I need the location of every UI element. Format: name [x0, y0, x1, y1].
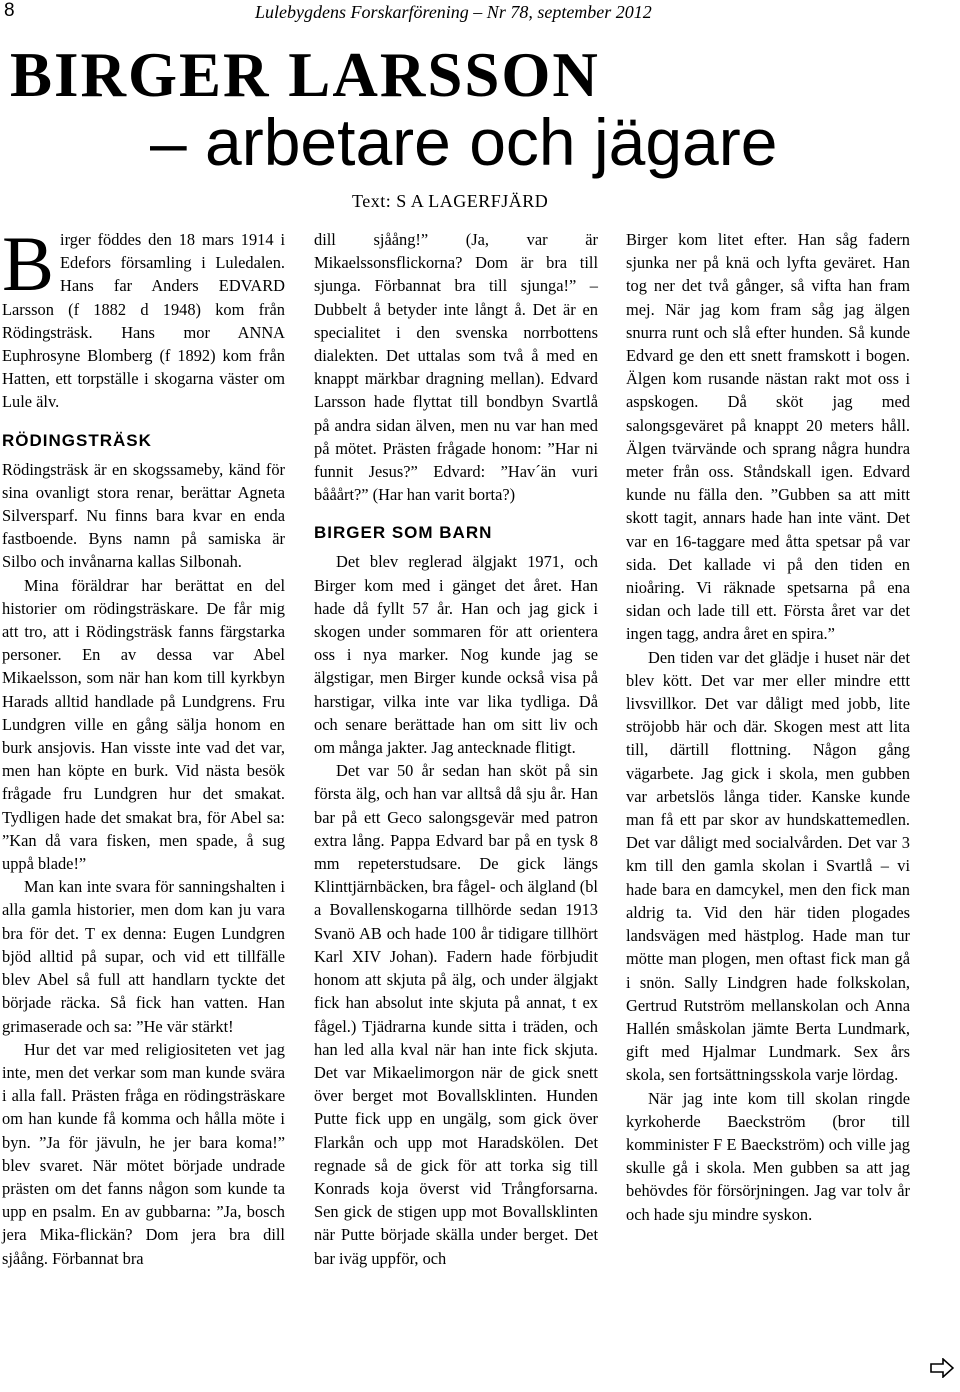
- byline: Text: S A LAGERFJÄRD: [352, 191, 549, 211]
- paragraph: Hur det var med religiositeten vet jag inte, men det verkar som man kunde svära i alla fall. Prästen fråga en rödingsträskare om han kunde få komma och hålla möte i byn. ”Ja för jävuln, he jer bara koma!” blev svaret. När mötet började undrade prästen om det fanns någon som kunde ta upp en psalm. En av gubbarna: ”Ja, bosch jera Mika-flickän? Dom jera bra dill sjåång. Förbannat bra: [2, 1039, 285, 1268]
- running-title: Lulebygdens Forskarförening – Nr 78, september 2012: [255, 2, 652, 22]
- article-subtitle: – arbetare och jägare: [150, 105, 778, 179]
- column-2: [314, 228, 598, 1270]
- paragraph: dill sjåång!” (Ja, var är Mikaelssonsflickorna? Dom är bra till sjunga. Förbannat bra till sjunga!” – Dubbelt å betyder inte långt å. Det är en specialitet i den svenska norrbottens dialekten. Det uttalas som två å med en knappt märkbar dragning mellan). Edvard Larsson hade flyttat till bondbyn Svartlå på andra sidan älven, men nu var han med på mötet. Prästen frågade honom: ”Har ni funnit Jesus?” Edvard: ”Hav´än vuri bååårt?” (Har han varit borta?): [314, 230, 598, 505]
- column-1: [2, 220, 285, 1270]
- continue-arrow-icon: [930, 1358, 954, 1378]
- page-header: [0, 0, 960, 26]
- section-heading-rodingstrask: RÖDINGSTRÄSK: [2, 430, 152, 450]
- intro-text: irger föddes den 18 mars 1914 i Edefors församling i Luledalen. Hans far Anders EDVARD Larsson (f 1882 d 1948) kom från Rödingsträsk. Hans mor ANNA Euphrosyne Blomberg (f 1892) kom från Hatten, ett torpställe i skogarna väster om Lule älv.: [2, 230, 285, 412]
- paragraph: Det var 50 år sedan han sköt på sin första älg, och han var alltså då sju år. Han bar på ett Geco salongsgevär med patron extra lång. Pappa Edvard bar på en tysk 8 mm repeterstudsare. De gick längs Klinttjärnbäcken, bra fågel- och älgland (bl a Bovallenskogarna tillhörde sedan 1913 Svanö AB och hade 100 år tidigare tillhört Karl XIV Johan). Fadern hade förbjudit honom att skjuta på älg, och under älgjakt fick han absolut inte skjuta på annat, t ex fågel.) Tjädrarna kunde sitta i träden, och han led alla kval när han inte fick skjuta. Det var Mikaelimorgon när de gick snett över berget mot Bovallsklinten. Hunden Putte fick upp en ungälg, som gick över Flarkån och upp mot Haradskölen. Det regnade så de gick för att torka sig till Konrads koja överst vid Trångforsarna. Sen gick de stigen upp mot Bovallsklinten när Putte började skälla under berget. Det bar iväg uppför, och: [314, 761, 598, 1268]
- paragraph: Birger kom litet efter. Han såg fadern sjunka ner på knä och lyfta geväret. Han tog ner det två gånger, så vifta han fram mej. När jag kom fram såg jag älgen snurra runt och slå efter hunden. Så kunde Edvard ge den ett snett framskott i bogen. Älgen kom rusande nästan rakt mot oss i aspskogen. Då sköt jag med salongsgeväret på knappt 20 meters håll. Älgen tvärvände och sprang några hundra meter från oss. Ståndskall igen. Edvard kunde nu fälla den. ”Gubben sa att mitt skott tagit, annars hade han inte vänt. Det var en 16-taggare med åtta spetsar på var sida. Det kallade vi på den tiden en nioåring. Vi räknade spetsarna på ena sidan och lade till ett. Första året var det ingen tagg, andra året en spira.”: [626, 230, 910, 644]
- column-3: [626, 228, 910, 1226]
- paragraph: Rödingsträsk är en skogssameby, känd för sina ovanligt stora renar, berättar Agneta Silversparf. Nu finns bara kvar en enda fastboende. Byns namn på samiska är Silbo och invånarna kallas Silbonah.: [2, 459, 285, 572]
- paragraph: När jag inte kom till skolan ringde kyrkoherde Baeckström (bror till komminister F E Baeckström) och ville jag skulle gå i skola. Men gubben sa att jag behövdes för försörjningen. Jag var tolv år och hade sju mindre syskon.: [626, 1088, 910, 1224]
- section-heading-birger-som-barn: BIRGER SOM BARN: [314, 523, 493, 543]
- paragraph: Man kan inte svara för sanningshalten i alla gamla historier, men dom kan ju vara bra för det. T ex denna: Eugen Lundgren bjöd alltid på supar, och vid ett tillfälle blev Abel så full att handlarn tyckte det började räcka. Så fick han vatten. Han grimaserade och sa: ”He vär stärkt!: [2, 877, 285, 1036]
- paragraph: Det blev reglerad älgjakt 1971, och Birger kom med i gänget det året. Han hade då fyllt 57 år. Han och jag gick i skogen under sommaren för att orientera oss i nya marker. Nog kunde jag se älgstigar, men Birger kunde också visa på harstigar, vilka inte var lika tydliga. Då och senare berättade han om sitt liv och om många jakter. Jag antecknade flitigt.: [314, 552, 598, 758]
- intro-paragraph: [2, 220, 285, 414]
- article-title: BIRGER LARSSON: [10, 40, 600, 110]
- page-number: 8: [4, 0, 15, 21]
- drop-cap: B: [2, 220, 55, 307]
- paragraph: Den tiden var det glädje i huset när det blev kött. Det var mer eller mindre ettt livsvillkor. Det var dåligt med jobb, lite ströjobb här och där. Skogen mest att lita till, därtill flottning. Någon gång vägarbete. Jag gick i skola, men gubben var arbetslös långa tider. Kanske kunde man få ett par skor av hundskattemedlen. Det var dåligt med socialvården. Det var 3 km till den gamla skolan i Svartlå – vi hade bara en damcykel, men den fick man aldrig ta. Vid den här tiden plogades landsvägen med hästplog. Hade man tur mötte man plogen, men oftast fick man gå i snön. Sally Lindgren hade folkskolan, Gertrud Rutström mellanskolan och Anna Hallén småskolan jämte Berta Lundmark, gift med Hjalmar Lundmark. Sex års skola, sen fortsättningsskola varje lördag.: [626, 647, 910, 1085]
- paragraph: Mina föräldrar har berättat en del historier om rödingsträskare. De får mig att tro, att i Rödingsträsk fanns färgstarka personer. En av dessa var Abel Mikaelsson, som när han kom till kyrkbyn Harads alltid handlade på Lundgrens. Fru Lundgren ville en gång sälja honom en burk ansjovis. Han visste inte vad det var, men han köpte en burk. Vid nästa besök frågade fru Lundgren hur det smakat. Tydligen hade det smakat bra, för Abel sa: ”Kan då vara fisken, men spade, å sug uppå blade!”: [2, 575, 285, 874]
